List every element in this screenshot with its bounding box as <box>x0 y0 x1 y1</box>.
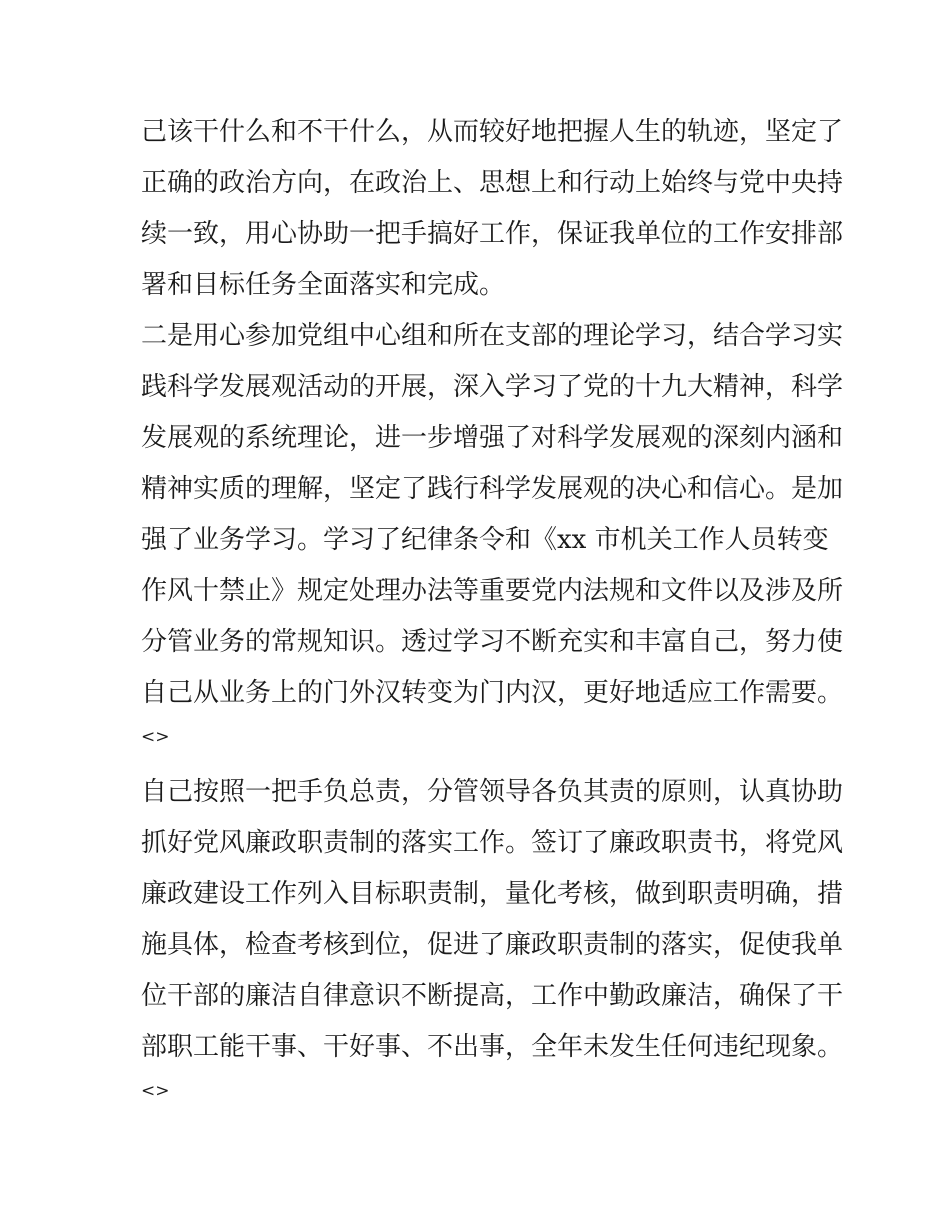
text-line: 自己从业务上的门外汉转变为门内汉，更好地适应工作需要。 <box>141 678 844 708</box>
text-line: 践科学发展观活动的开展，深入学习了党的十九大精神，科学 <box>141 372 844 402</box>
text-line: 续一致，用心协助一把手搞好工作，保证我单位的工作安排部 <box>141 219 844 249</box>
text-line: 位干部的廉洁自律意识不断提高，工作中勤政廉洁，确保了干 <box>141 981 844 1011</box>
text-line: 施具体，检查考核到位，促进了廉政职责制的落实，促使我单 <box>141 930 844 960</box>
text-line: 部职工能干事、干好事、不出事，全年未发生任何违纪现象。 <box>141 1032 844 1062</box>
text-line: 发展观的系统理论，进一步增强了对科学发展观的深刻内涵和 <box>141 423 844 453</box>
text-line: 强了业务学习。学习了纪律条令和《xx 市机关工作人员转变 <box>141 525 829 555</box>
text-line: 己该干什么和不干什么，从而较好地把握人生的轨迹，坚定了 <box>141 117 844 147</box>
text-line: 廉政建设工作列入目标职责制，量化考核，做到职责明确，措 <box>141 879 844 909</box>
section-marker: <> <box>141 1081 170 1101</box>
section-marker: <> <box>141 727 170 747</box>
paragraph-3 <box>141 767 844 1073</box>
text-line: 作风十禁止》规定处理办法等重要党内法规和文件以及涉及所 <box>141 576 844 606</box>
paragraph-2 <box>141 311 844 719</box>
text-line: 分管业务的常规知识。透过学习不断充实和丰富自己，努力使 <box>141 627 844 657</box>
text-line: 正确的政治方向，在政治上、思想上和行动上始终与党中央持 <box>141 168 844 198</box>
text-line: 抓好党风廉政职责制的落实工作。签订了廉政职责书，将党风 <box>141 828 844 858</box>
spacer <box>141 755 821 767</box>
text-line: 精神实质的理解，坚定了践行科学发展观的决心和信心。是加 <box>141 474 844 504</box>
text-line: 二是用心参加党组中心组和所在支部的理论学习，结合学习实 <box>141 321 844 351</box>
text-line: 自己按照一把手负总责，分管领导各负其责的原则，认真协助 <box>141 777 844 807</box>
document-body <box>141 107 844 1109</box>
text-line: 署和目标任务全面落实和完成。 <box>141 270 506 300</box>
paragraph-1 <box>141 107 844 311</box>
